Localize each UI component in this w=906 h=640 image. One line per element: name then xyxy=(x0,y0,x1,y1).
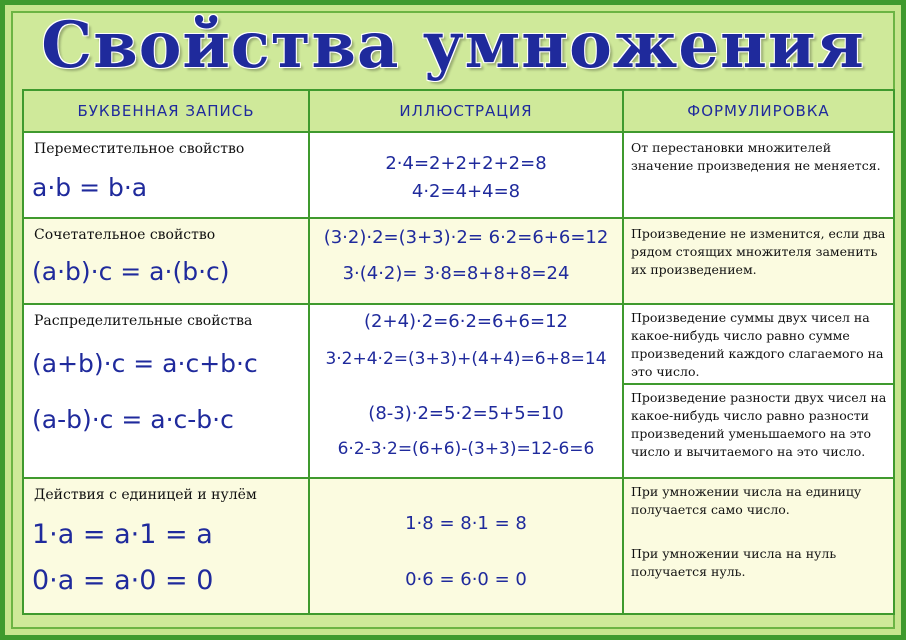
header-row xyxy=(23,90,894,132)
row2-formulation-cell xyxy=(623,218,894,304)
formulation-text: При умножении числа на нуль получается нуль. xyxy=(631,546,837,579)
row3-formulation-cell xyxy=(623,304,894,478)
table-row xyxy=(23,132,894,218)
row2-notation-cell xyxy=(23,218,309,304)
illustration-line: 3·(4·2)= 3·8=8+8+8=24 xyxy=(342,263,570,284)
header-letter-notation: БУКВЕННАЯ ЗАПИСЬ xyxy=(23,90,309,132)
property-name: Сочетательное свойство xyxy=(34,227,216,243)
formula: (a-b)·c = a·c-b·c xyxy=(32,405,234,434)
table-row xyxy=(23,218,894,304)
header-illustration: ИЛЛЮСТРАЦИЯ xyxy=(309,90,623,132)
illustration-line: 1·8 = 8·1 = 8 xyxy=(405,513,527,534)
table-row xyxy=(23,304,894,478)
illustration-line: 2·4=2+2+2+2=8 xyxy=(385,153,547,174)
row4-formulation-cell xyxy=(623,478,894,614)
formula: 0·a = a·0 = 0 xyxy=(32,565,214,596)
formula: 1·a = a·1 = a xyxy=(32,519,213,550)
table-row xyxy=(23,478,894,614)
divider xyxy=(624,383,893,385)
formulation-text: Произведение не изменится, если два рядом стоящих множителя заменить их произведением. xyxy=(631,226,886,277)
row1-illustration-cell xyxy=(309,132,623,218)
row1-formulation-cell xyxy=(623,132,894,218)
formulation-text: Произведение суммы двух чисел на какое-нибудь число равно сумме произведений каждого слагаемого на это число. xyxy=(631,310,884,379)
row4-notation-cell xyxy=(23,478,309,614)
row1-notation-cell xyxy=(23,132,309,218)
formulation-text: При умножении числа на единицу получается само число. xyxy=(631,484,862,517)
illustration-line: (3·2)·2=(3+3)·2= 6·2=6+6=12 xyxy=(323,227,609,248)
row4-illustration-cell xyxy=(309,478,623,614)
illustration-line: 6·2-3·2=(6+6)-(3+3)=12-6=6 xyxy=(337,439,595,459)
illustration-line: 4·2=4+4=8 xyxy=(411,181,521,202)
property-name: Распределительные свойства xyxy=(34,313,253,329)
formula: (a·b)·c = a·(b·c) xyxy=(32,257,230,286)
page-title: Свойства умножения xyxy=(41,8,865,83)
illustration-line: (8-3)·2=5·2=5+5=10 xyxy=(368,403,564,424)
header-formulation: ФОРМУЛИРОВКА xyxy=(623,90,894,132)
illustration-line: 3·2+4·2=(3+3)+(4+4)=6+8=14 xyxy=(325,349,607,369)
property-name: Переместительное свойство xyxy=(34,141,245,157)
formulation-text: Произведение разности двух чисел на какое-нибудь число равно разности произведений уменьшаемого на это число и вычитаемого на это число. xyxy=(631,390,887,459)
illustration-line: (2+4)·2=6·2=6+6=12 xyxy=(364,311,568,332)
formula: (a+b)·c = a·c+b·c xyxy=(32,349,258,378)
row3-illustration-cell xyxy=(309,304,623,478)
row3-notation-cell xyxy=(23,304,309,478)
property-name: Действия с единицей и нулём xyxy=(34,487,257,503)
illustration-line: 0·6 = 6·0 = 0 xyxy=(405,569,527,590)
formulation-text: От перестановки множителей значение произведения не меняется. xyxy=(631,140,881,173)
row2-illustration-cell xyxy=(309,218,623,304)
formula: a·b = b·a xyxy=(32,173,148,202)
properties-table xyxy=(22,89,895,615)
